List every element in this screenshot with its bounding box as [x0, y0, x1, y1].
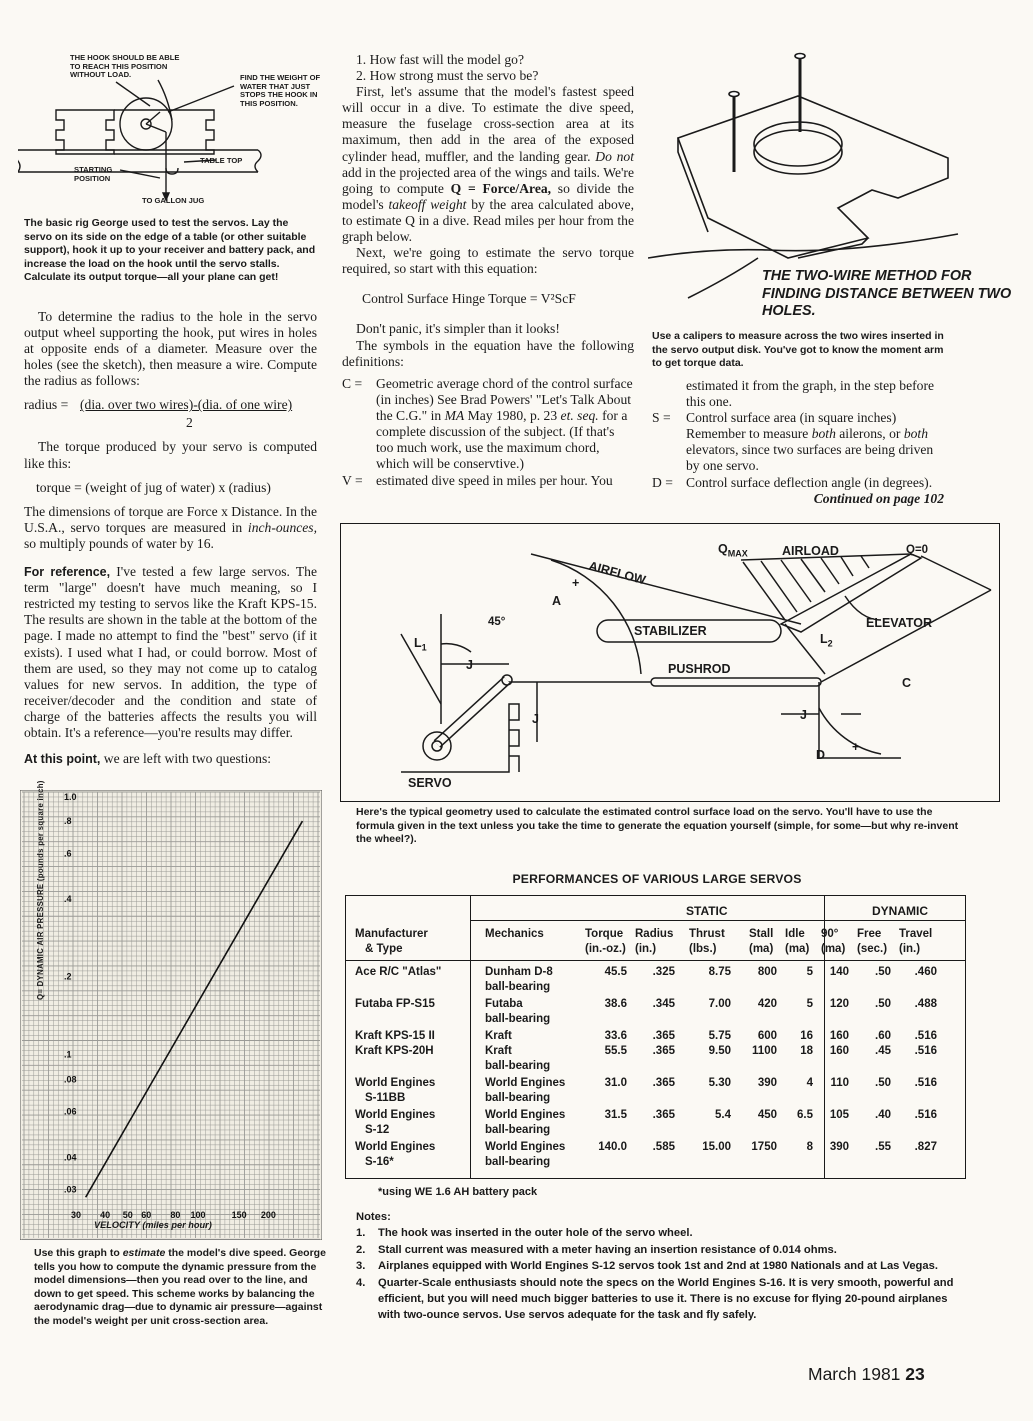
cell-free: .50 [875, 966, 891, 978]
rig-label-jug: TO GALLON JUG [142, 196, 205, 205]
servo-wheel [423, 732, 451, 760]
label-d: D [816, 748, 826, 762]
cell-d90: 160 [829, 1030, 849, 1042]
cell-idle: 6.5 [797, 1109, 813, 1121]
cell-stall: 800 [757, 966, 777, 978]
note-item: 1. The hook was inserted in the outer hole of the servo wheel. [356, 1227, 693, 1240]
notes-section [356, 1209, 962, 1324]
graph-caption: Use this graph to estimate the model's dive speed. George tells you how to compute the dynamic pressure from the model dimensions—then you read over to the line, and down to get speed. This scheme works by balancing the aerodynamic drag—due to dynamic air pressure—against the model's weight per unit cross-section area. [34, 1247, 326, 1327]
cell-manufacturer: World Engines S-11BB [355, 1077, 436, 1104]
definitions-s-d [652, 378, 944, 507]
cell-free: .60 [875, 1030, 891, 1042]
rig-label-table: TABLE TOP [200, 156, 243, 165]
cell-travel: .516 [914, 1045, 937, 1057]
cell-stall: 390 [757, 1077, 777, 1089]
cell-idle: 18 [800, 1045, 813, 1057]
definition-d: D = Control surface deflection angle (in degrees). [652, 474, 933, 490]
paragraph: The dimensions of torque are Force x Distance. In the U.S.A., servo torques are measured in inch-ounces, so multiply pounds of water by 16. [24, 503, 317, 551]
paragraph: Next, we're going to estimate the servo torque required, so start with this equation: [342, 245, 634, 277]
cell-travel: .460 [914, 966, 937, 978]
cell-free: .50 [875, 1077, 891, 1089]
cell-radius: .325 [652, 966, 675, 978]
rig-caption: The basic rig George used to test the servos. Lay the servo on its side on the edge of a table (or other suitable support), hook it up to your receiver and battery pack, and increase the load on the hook until the servo stalls. Calculate its output torque—all your plane can get! [24, 217, 316, 283]
label-elevator: ELEVATOR [866, 616, 932, 630]
cell-thrust: 5.4 [715, 1109, 731, 1121]
servo-right-ear [202, 110, 214, 154]
cell-d90: 105 [829, 1109, 849, 1121]
radius-formula: radius = (dia. over two wires)-(dia. of one wire) 2 [24, 397, 293, 431]
cell-thrust: 15.00 [702, 1141, 731, 1153]
cell-stall: 600 [757, 1030, 777, 1042]
servo-arm-plate [678, 96, 948, 258]
geometry-caption: Here's the typical geometry used to calculate the estimated control surface load on the servo. You'll have to use the formula given in the text unless you take the time to generate the equation yourself (simple, for some—but why re-invent the wheel?). [356, 806, 959, 845]
y-tick-label: .06 [64, 1106, 77, 1117]
cell-torque: 31.0 [604, 1077, 627, 1089]
y-tick-label: .4 [64, 893, 72, 904]
pushrod [651, 678, 821, 686]
output-disk [754, 122, 842, 166]
column-1-text [24, 309, 317, 767]
cell-thrust: 5.75 [708, 1030, 731, 1042]
label-plus-d: + [852, 740, 860, 754]
cell-free: .55 [875, 1141, 891, 1153]
label-plus: + [572, 576, 580, 590]
definition-v: V = estimated dive speed in miles per hour. You [342, 472, 613, 488]
cell-torque: 38.6 [604, 998, 627, 1010]
cell-manufacturer: Futaba FP-S15 [355, 998, 435, 1010]
definition-s: S = Control surface area (in square inches) Remember to measure both ailerons, or both elevators, since two surfaces are being driven by one servo. [652, 410, 934, 474]
cell-idle: 4 [806, 1077, 813, 1089]
label-qmax: $Q_{MAX}$ [718, 542, 748, 559]
label-j-elevator: J [800, 708, 807, 722]
cell-radius: .365 [652, 1109, 675, 1121]
cell-stall: 450 [757, 1109, 777, 1121]
cell-travel: .516 [914, 1109, 937, 1121]
cell-radius: .365 [652, 1030, 675, 1042]
cell-travel: .516 [914, 1077, 937, 1089]
table-row [351, 1140, 941, 1172]
graph-y-axis-label: Q= DYNAMIC AIR PRESSURE (pounds per square inch) [36, 780, 45, 1000]
cell-idle: 5 [806, 998, 813, 1010]
column-2-text [342, 52, 634, 370]
cell-mechanics: World Engines ball-bearing [485, 1077, 566, 1104]
table-title: PERFORMANCES OF VARIOUS LARGE SERVOS [512, 872, 802, 886]
cell-radius: .365 [652, 1077, 675, 1089]
cell-thrust: 9.50 [708, 1045, 731, 1057]
cell-d90: 390 [829, 1141, 849, 1153]
definition-v-continued: estimated it from the graph, in the step before this one. [686, 378, 935, 410]
label-airload: AIRLOAD [782, 544, 839, 558]
folio-date: March 1981 [808, 1364, 901, 1384]
x-tick-label: 60 [141, 1210, 152, 1220]
cell-idle: 16 [800, 1030, 813, 1042]
y-tick-label: .1 [64, 1049, 72, 1060]
y-tick-label: 1.0 [64, 792, 77, 802]
label-stabilizer: STABILIZER [634, 624, 707, 638]
paragraph: Don't panic, it's simpler than it looks! [356, 321, 560, 337]
radius-numerator: (dia. over two wires)-(dia. of one wire) [80, 397, 293, 413]
cell-travel: .516 [914, 1030, 937, 1042]
cell-d90: 140 [829, 966, 849, 978]
y-tick-label: .03 [64, 1184, 77, 1195]
cell-thrust: 8.75 [708, 966, 731, 978]
x-tick-label: 40 [100, 1210, 111, 1220]
table-footnote: *using WE 1.6 AH battery pack [378, 1186, 538, 1198]
y-tick-label: .08 [64, 1074, 77, 1085]
label-pushrod: PUSHROD [668, 662, 731, 676]
cell-mechanics: Futaba ball-bearing [485, 998, 551, 1025]
servo-left-ear [56, 110, 114, 154]
y-tick-label: .04 [64, 1152, 77, 1163]
y-tick-label: .2 [64, 971, 72, 982]
cell-torque: 45.5 [604, 966, 627, 978]
cell-torque: 33.6 [604, 1030, 627, 1042]
question-1: 1. How fast will the model go? [356, 52, 525, 67]
note-item: 4. Quarter-Scale enthusiasts should note the specs on the World Engines S-16. It is very smooth, powerful and efficient, but you will need much bigger batteries to use it. There is no excuse for flying 20-pound airplanes with two-ounce servos. Use servos adequate for the task and fly safely. [356, 1276, 954, 1322]
table-row [351, 1029, 941, 1044]
label-l1: $L_1$ [414, 636, 427, 653]
definition-c: C = Geometric average chord of the control surface (in inches) See Brad Powers' "Let's Talk About the C.G." in MA May 1980, p. 23 et. seq. for a complete discussion of the subject. (If that's too much work, use the maximum chord, which will be conservtive.) [342, 376, 633, 472]
cell-travel: .488 [914, 998, 937, 1010]
note-item: 3. Airplanes equipped with World Engines S-12 servos took 1st and 2nd at 1980 Nationals and at Las Vegas. [356, 1260, 938, 1273]
table-group-dynamic: DYNAMIC [872, 904, 928, 918]
table-row [351, 997, 941, 1029]
x-tick-label: 50 [122, 1210, 133, 1220]
two-wire-title: THE TWO-WIRE METHOD FOR FINDING DISTANCE BETWEEN TWO HOLES. [762, 268, 1012, 319]
paragraph: For reference, I've tested a few large servos. The term "large" doesn't have much meaning, so I restricted my testing to servos like the Kraft KPS-15. The results are shown in the table at the bottom of the page. I made no attempt to find the "best" servo (if it exists). I used what I had, or could borrow. Most of them are used, so they may not come up to catalog values for new servos. In addition, the type of receiver/decoder and the condition and state of charge of the batteries affects the results you will obtain. It's a reference—you're results may differ. [24, 564, 317, 740]
cell-free: .50 [875, 998, 891, 1010]
cell-d90: 110 [830, 1077, 849, 1089]
notes-title: Notes: [356, 1211, 391, 1223]
continued-line: Continued on page 102 [813, 490, 944, 506]
cell-torque: 55.5 [604, 1045, 627, 1057]
cell-radius: .585 [652, 1141, 675, 1153]
radius-denominator: 2 [186, 415, 193, 431]
cell-d90: 120 [829, 998, 849, 1010]
cell-torque: 140.0 [598, 1141, 627, 1153]
y-tick-label: .6 [64, 848, 72, 859]
paragraph: First, let's assume that the model's fastest speed will occur in a dive. To estimate the dive speed, measure the fuselage cross-section area at its maximum, then add in the area of the exposed cylinder head, muffler, and the landing gear. Do not add in the projected area of the wings and tails. We're going to compute Q = Force/Area, so divide the model's takeoff weight by the area calculated above, to estimate Q in a dive. Read miles per hour from the graph below. [342, 84, 634, 245]
cell-free: .40 [875, 1109, 891, 1121]
x-tick-label: 80 [170, 1210, 181, 1220]
cell-idle: 5 [806, 966, 813, 978]
label-45-degrees: 45° [488, 616, 506, 628]
folio [808, 1364, 925, 1385]
x-tick-label: 100 [190, 1210, 206, 1220]
x-tick-label: 30 [70, 1210, 82, 1220]
rig-label-weight: FIND THE WEIGHT OF WATER THAT JUST STOPS THE HOOK IN THIS POSITION. [240, 73, 321, 108]
table-row [351, 1044, 941, 1076]
cell-idle: 8 [806, 1141, 813, 1153]
label-j-horizontal: J [466, 658, 473, 672]
paragraph: The symbols in the equation have the following definitions: [342, 337, 634, 369]
servo-performance-table [351, 927, 941, 1172]
cell-mechanics: Kraft [485, 1030, 512, 1042]
table-header-row: Manufacturer & Type Mechanics Torque (in.-oz.) Radius (in.) Thrust (lbs.) Stall (ma) Idle (ma) 90° (ma) Free (sec.) Travel (in.) [355, 928, 933, 955]
page-number: 23 [905, 1364, 925, 1384]
definitions-c-v [342, 376, 634, 489]
paragraph: The torque produced by your servo is computed like this: [24, 439, 317, 471]
label-servo: SERVO [408, 776, 452, 790]
cell-mechanics: Kraft ball-bearing [485, 1045, 551, 1072]
graph-x-axis-label: VELOCITY (miles per hour) [94, 1220, 212, 1230]
x-tick-label: 150 [231, 1210, 247, 1220]
cell-manufacturer: Kraft KPS-20H [355, 1045, 434, 1057]
cell-thrust: 7.00 [708, 998, 731, 1010]
cell-manufacturer: World Engines S-12 [355, 1109, 436, 1136]
cell-manufacturer: Kraft KPS-15 II [355, 1030, 435, 1042]
note-item: 2. Stall current was measured with a meter having an insertion resistance of 0.014 ohms. [356, 1243, 837, 1256]
torque-formula: torque = (weight of jug of water) x (radius) [36, 479, 271, 495]
cell-mechanics: World Engines ball-bearing [485, 1141, 566, 1168]
hinge-torque-equation: Control Surface Hinge Torque = V²ScF [362, 291, 576, 307]
cell-manufacturer: Ace R/C "Atlas" [355, 966, 442, 978]
cell-mechanics: World Engines ball-bearing [485, 1109, 566, 1136]
label-l2: $L_2$ [820, 632, 833, 649]
cell-thrust: 5.30 [708, 1077, 731, 1089]
rig-label-hook: THE HOOK SHOULD BE ABLE TO REACH THIS POSITION WITHOUT LOAD. [70, 53, 180, 80]
cell-d90: 160 [829, 1045, 849, 1057]
table-row [351, 1076, 941, 1108]
table-group-static: STATIC [686, 904, 728, 918]
label-c: C [902, 676, 912, 690]
cell-torque: 31.5 [604, 1109, 627, 1121]
two-wire-caption: Use a calipers to measure across the two wires inserted in the servo output disk. You've got to know the moment arm to get torque data. [652, 330, 944, 369]
label-j-vertical: J [532, 712, 539, 726]
rig-label-start: STARTING POSITION [74, 165, 113, 183]
x-tick-label: 200 [260, 1210, 276, 1220]
cell-manufacturer: World Engines S-16* [355, 1141, 436, 1168]
label-q0: Q=0 [906, 544, 929, 556]
cell-free: .45 [875, 1045, 891, 1057]
cell-mechanics: Dunham D-8 ball-bearing [485, 966, 553, 993]
cell-stall: 420 [757, 998, 777, 1010]
label-a: A [552, 594, 562, 608]
table-row [351, 1108, 941, 1140]
cell-radius: .345 [652, 998, 675, 1010]
table-row [351, 965, 941, 997]
paragraph: At this point, we are left with two questions: [24, 751, 272, 767]
y-tick-label: .8 [64, 816, 72, 827]
paragraph: To determine the radius to the hole in the servo output wheel supporting the hook, put wires in holes at opposite ends of a diameter. Measure over the holes (see the sketch), then measure a wire. Compute the radius as follows: [24, 309, 317, 389]
cell-stall: 1750 [751, 1141, 777, 1153]
question-2: 2. How strong must the servo be? [356, 68, 539, 84]
cell-travel: .827 [914, 1141, 937, 1153]
cell-radius: .365 [652, 1045, 675, 1057]
label-airflow: AIRFLOW [587, 558, 648, 588]
cell-stall: 1100 [752, 1045, 777, 1057]
dynamic-pressure-graph [20, 790, 322, 1240]
